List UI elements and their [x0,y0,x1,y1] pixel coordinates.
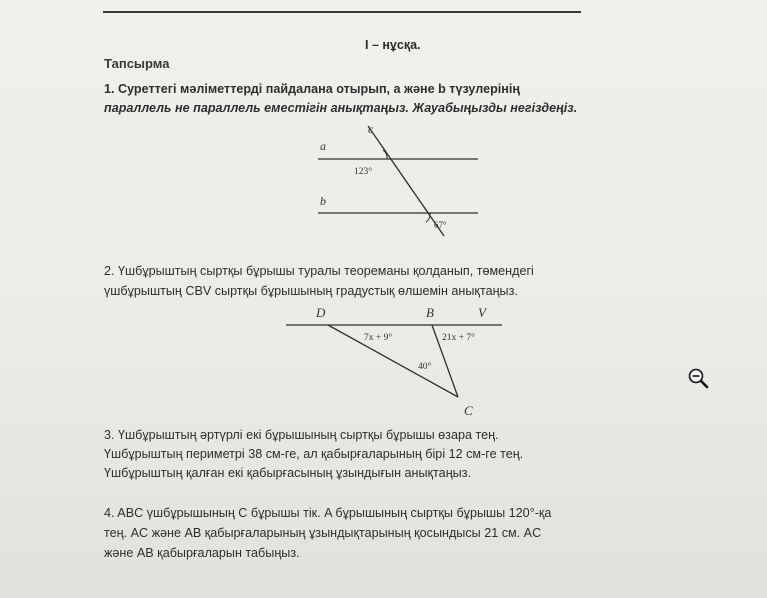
task4-line2: тең. AC және AB қабырғаларының ұзындықтарының қосындысы 21 см. AC [104,526,542,540]
zoom-out-icon[interactable] [688,368,710,390]
task2-line1: 2. Үшбұрыштың сыртқы бұрышы туралы теореманы қолданып, төмендегі [104,264,534,278]
section-title: Тапсырма [104,56,170,71]
task1-line2: параллель не параллель еместігін анықтаңыз. Жауабыңызды негіздеңіз. [104,101,578,115]
task3-line2: Үшбұрыштың периметрі 38 см-ге, ал қабырғаларының бірі 12 см-ге тең. [104,447,524,461]
task1-figure [300,118,500,243]
label-a: a [320,139,326,153]
transversal-c [368,126,444,236]
label-c: C [464,403,473,418]
task3-line3: Үшбұрыштың қалған екі қабырғасының ұзындығын анықтаңыз. [104,466,471,480]
top-rule [103,11,581,13]
side-dc [328,325,458,397]
angle-label-c: 40° [418,362,432,372]
label-v: V [478,305,486,320]
label-c: c [368,122,374,136]
angle-label-v: 21x + 7° [442,333,475,343]
task4-line1: 4. ABC үшбұрышының C бұрышы тік. A бұрышының сыртқы бұрышы 120°-қа [104,506,552,520]
label-d: D [316,305,326,320]
task3-line1: 3. Үшбұрыштың әртүрлі екі бұрышының сыртқы бұрышы өзара тең. [104,428,499,442]
label-b: B [426,305,434,320]
angle-label-bottom: 67° [434,220,447,230]
task2-line2: үшбұрыштың CBV сыртқы бұрышының градустық өлшемін анықтаңыз. [104,284,518,298]
label-b: b [320,194,326,208]
angle-label-d: 7x + 9° [364,333,393,343]
angle-arc-top [383,150,387,159]
task4-line3: және AB қабырғаларын табыңыз. [104,546,300,560]
task2-figure [280,300,520,420]
angle-label-top: 123° [354,167,373,177]
variant-title: I – нұсқа. [365,38,421,52]
task1-line1: 1. Суреттегі мәліметтерді пайдалана отырып, a және b түзулерінің [104,82,520,96]
